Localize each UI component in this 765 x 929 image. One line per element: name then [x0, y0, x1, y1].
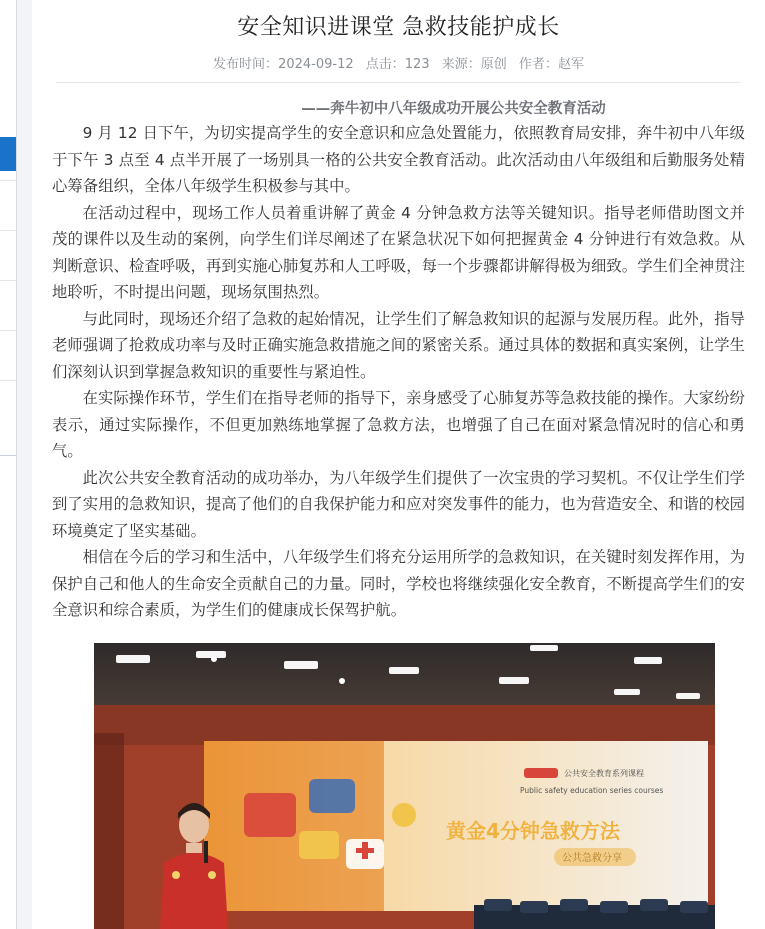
- svg-text:Public safety education series: Public safety education series courses: [520, 786, 664, 795]
- paragraph: 此次公共安全教育活动的成功举办，为八年级学生们提供了一次宝贵的学习契机。不仅让学生们学到了实用的急救知识，提高了他们的自我保护能力和应对突发事件的能力，也为营造安全、和谐的校园环境奠定了坚实基础。: [52, 468, 745, 540]
- sidebar-divider: [0, 180, 16, 181]
- paragraph: 在实际操作环节，学生们在指导老师的指导下，亲身感受了心肺复苏等急救技能的操作。大家纷纷表示，通过实际操作，不但更加熟练地掌握了急救方法，也增强了自己在面对紧急情况时的信心和勇气。: [52, 389, 745, 460]
- paragraph: 在活动过程中，现场工作人员着重讲解了黄金 4 分钟急救方法等关键知识。指导老师借助图文并茂的课件以及生动的案例，向学生们详尽阐述了在紧急状况下如何把握黄金 4 分钟进行有效急救。从判断意识、检查呼吸，再到实施心肺复苏和人工呼吸，每一个步骤都讲解得极为细致。学生们全神贯注地聆听，不时提出问题，现场氛围热烈。: [52, 203, 745, 301]
- author-info: 作者：赵军: [518, 57, 584, 72]
- svg-text:公共安全教育系列课程: 公共安全教育系列课程: [564, 769, 644, 778]
- source-info: 来源：原创: [441, 57, 507, 72]
- article-subtitle: ——奔牛初中八年级成功开展公共安全教育活动: [301, 101, 606, 117]
- event-photo-illustration: [94, 643, 715, 929]
- paragraph: 9 月 12 日下午，为切实提高学生的安全意识和应急处置能力，依照教育局安排，奔牛初中八年级于下午 3 点至 4 点半开展了一场别具一格的公共安全教育活动。此次活动由八年级组和后勤服务处精心筹备组织，全体八年级学生积极参与其中。: [52, 124, 745, 195]
- paragraph: 相信在今后的学习和生活中，八年级学生们将充分运用所学的急救知识，在关键时刻发挥作用，为保护自己和他人的生命安全贡献自己的力量。同时，学校也将继续强化安全教育，不断提高学生们的安全意识和综合素质，为学生们的健康成长保驾护航。: [52, 548, 745, 619]
- article-photo: [94, 643, 715, 929]
- sidebar-bottom-border: [0, 455, 16, 456]
- sidebar-divider: [0, 230, 16, 231]
- paragraph: 与此同时，现场还介绍了急救的起始情况，让学生们了解急救知识的起源与发展历程。此外，指导老师强调了抢救成功率与及时正确实施急救措施之间的紧密关系。通过具体的数据和真实案例，让学生们深刻认识到掌握急救知识的重要性与紧迫性。: [52, 309, 745, 381]
- article-container: [32, 0, 765, 929]
- sidebar-divider: [0, 280, 16, 281]
- projection-screen: [204, 741, 708, 911]
- meta-divider: [56, 82, 741, 83]
- article-meta: [32, 56, 765, 74]
- views-info: 点击：123: [365, 57, 430, 72]
- svg-text:公共急救分享: 公共急救分享: [562, 853, 622, 864]
- left-sidebar: [0, 0, 17, 929]
- svg-text:黄金4分钟急救方法: 黄金4分钟急救方法: [446, 819, 620, 843]
- sidebar-active-item[interactable]: [0, 137, 16, 171]
- sidebar-divider: [0, 380, 16, 381]
- publish-info: 发布时间：2024-09-12: [213, 57, 354, 72]
- article-body: [32, 120, 765, 624]
- sidebar-divider: [0, 330, 16, 331]
- article-title: 安全知识进课堂 急救技能护成长: [237, 15, 560, 40]
